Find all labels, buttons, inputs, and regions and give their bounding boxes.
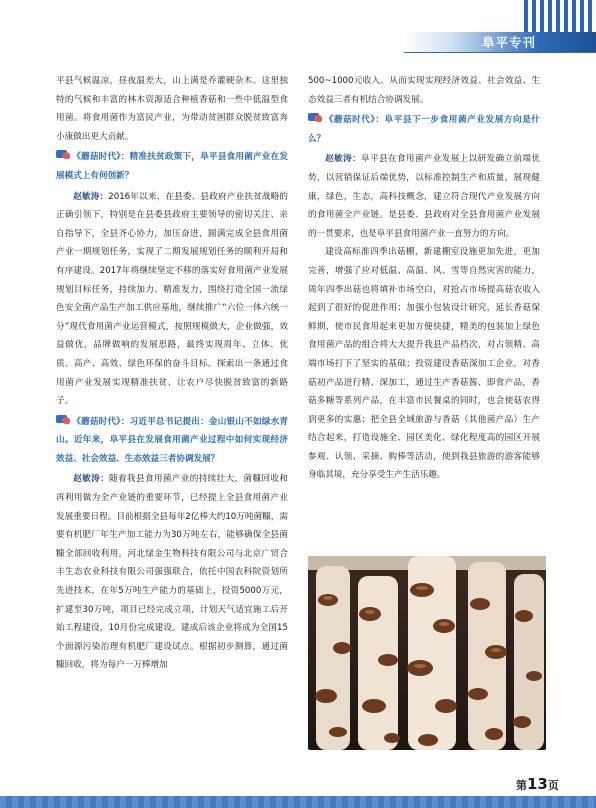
page-suffix: 页	[547, 779, 559, 792]
question-text: 《蘑菇时代》：习近平总书记提出：金山银山不如绿水青山。近年来，阜平县在发展食用菌产业过程中如何实现经济效益、社会效益、生态效益三者协调发展？	[56, 416, 288, 464]
stripe	[580, 0, 584, 32]
speaker-name: 赵敏涛：	[325, 154, 362, 165]
section-banner	[404, 32, 596, 52]
question-text: 《蘑菇时代》：精准扶贫政策下，阜平县食用菌产业在发展模式上有何创新？	[56, 152, 288, 181]
section-title: 阜平专刊	[481, 35, 536, 50]
answer-paragraph	[308, 150, 540, 243]
question-icon	[56, 149, 70, 160]
question-text: 《蘑菇时代》：阜平县下一步食用菌产业发展方向是什么？	[308, 115, 540, 144]
question-icon	[308, 112, 322, 123]
stripe	[572, 0, 576, 32]
stripe	[548, 0, 552, 32]
stripe	[556, 0, 560, 32]
paragraph: 500~1000元收入。从而实现实现经济效益、社会效益、生态效益三者有机结合协调发展。	[308, 76, 540, 105]
banner-rule	[404, 52, 596, 53]
page-number	[516, 775, 559, 793]
speaker-name: 赵敏涛：	[73, 191, 109, 202]
speaker-name: 赵敏涛：	[73, 474, 110, 485]
bottom-decor-bar	[0, 796, 596, 808]
stripe	[588, 0, 592, 32]
answer-text: 阜平县在食用菌产业发展上以研发确立前端优势，以营销保证后端优势，以标准控制生产和质量，展现健康，绿色，生态，高科技概念，建立符合现代产业发展方向的食用菌全产业链。是县委、县政府对全县食用菌产业发展的一贯要求，也是阜平县食用菌产业一直努力的方向。	[308, 154, 540, 239]
left-column	[56, 72, 288, 675]
right-column	[308, 72, 540, 485]
stripe	[564, 0, 568, 32]
question-heading	[308, 111, 540, 148]
mushroom-logs-photo	[308, 556, 546, 750]
answer-paragraph	[56, 188, 288, 411]
question-heading	[56, 148, 288, 185]
question-icon	[56, 414, 70, 425]
paragraph: 建设高标准四季出菇棚，新建棚室设施更加先进，更加完善，增强了应对低温、高温、风、雪等自然灾害的能力，周年四季出菇也将填补市场空白，对抢占市场提高菇农收入起到了很好的促进作用；加强小包装设计研究，延长香菇保鲜期，使市民食用起来更加方便快捷，精美的包装加上绿色食用菌产品的组合将大大提升我县产品档次，对占领精、高端市场打下了坚实的基础；投资建设香菇深加工企业，对香菇初产品进行精、深加工，通过生产香菇酱、即食产品，香菇多糖等系列产品，在丰富市民餐桌的同时，也会使菇农得到更多的实惠；把全县全域旅游与香菇（其他菌产品）生产结合起来，打造设施全、园区美化、绿化程度高的园区开展参观、认领、采摘、购棒等活动，使到我县旅游的游客能够身临其境，充分享受生产生活乐趣。	[308, 247, 540, 481]
answer-text: 随着我县食用菌产业的持续壮大，菌糠回收和再利用做为全产业链的重要环节，已经提上全县食用菌产业发展重要日程。目前根据全县每年2亿棒大约10万吨菌糠，需要有机肥厂年生产加工能力为30万吨左右，能够确保全县菌糠全部回收利用。河北绿金生物科技有限公司与北京广贸合丰生态农业科技有限公司强强联合，依托中国农科院资划所先进技术，在年5万吨生产能力的基础上，投资5000万元，扩建至30万吨，项目已经完成立项，计划天气适宜施工后开始工程建设，10月份完成建设。建成后该企业将成为全国15个面源污染治理有机肥厂建设试点。根据初步测算，通过菌糠回收，将为每户一万棒增加	[56, 474, 288, 671]
page-prefix: 第	[516, 779, 527, 792]
question-heading	[56, 413, 288, 469]
answer-text: 2016年以来，在县委、县政府产业扶贫战略的正确引领下，特别是在县委县政府主要领导的密切关注、亲自指导下，全县齐心协力，加压奋进，圆满完成全县食用菌产业一期规划任务，实现了二期发展规划任务的顺利开局和有序建设。2017年将继续坚定不移的落实好食用菌产业发展规划目标任务，持续加力、精准发力，围绕打造全国一流绿色安全菌产品生产加工供应基地，继续推广“六位一体六统一分”现代食用菌产业运营模式，按照规模做大，企业做强，效益做优，品牌做响的发展思路，最终实现周年、立体、优质、高产、高效、绿色环保的奋斗目标。探索出一条通过食用菌产业发展实现精准扶贫、让农户尽快脱贫致富的新路子。	[56, 191, 288, 407]
stripe	[540, 0, 544, 32]
paragraph: 平县气候温凉，昼夜温差大，山上满是乔灌硬杂木。这里独特的气候和丰富的林木资源适合种植香菇和一些中低温型食用菌。将食用菌作为富民产业，为带动贫困群众脱贫致富奔小康做出更大贡献。	[56, 76, 288, 142]
answer-paragraph	[56, 470, 288, 675]
stripe	[524, 0, 528, 32]
page-number-value: 13	[527, 775, 548, 793]
stripe	[532, 0, 536, 32]
mushroom-logs-illustration	[308, 556, 546, 750]
